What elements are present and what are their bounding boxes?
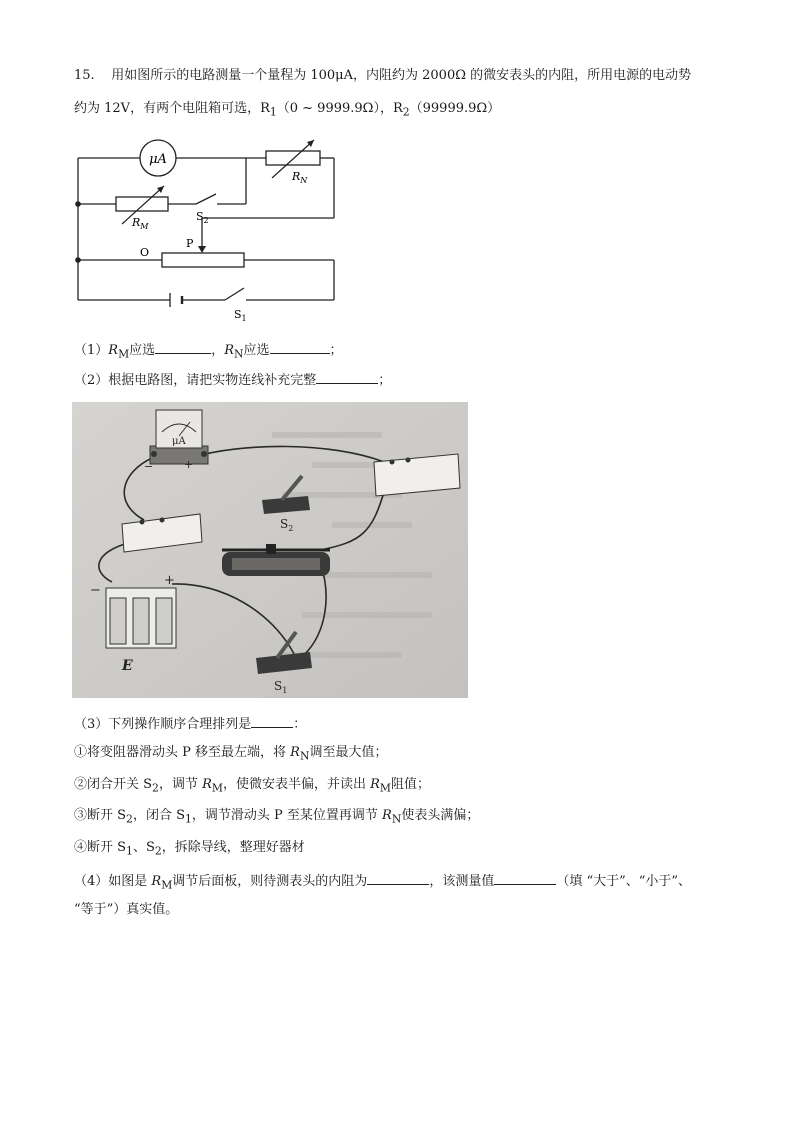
part-1-text-b: 应选 xyxy=(243,343,270,358)
step-1-text-b: 调至最大值； xyxy=(309,745,388,760)
r2-subscript: 2 xyxy=(402,105,410,119)
step-3-text-d: 使表头满偏； xyxy=(401,808,480,823)
part-1-comma: ， xyxy=(211,343,225,358)
part-4-line-1 xyxy=(74,870,691,896)
part-1-rm: R xyxy=(108,343,119,358)
part-2-end: ； xyxy=(378,373,392,388)
part-1-text-a: 应选 xyxy=(129,343,156,358)
part-2-answer-blank[interactable] xyxy=(316,369,378,384)
part-4-text-d: （填 “大于”、“小于”、 xyxy=(556,874,692,889)
step-4-text-b: 、S xyxy=(132,840,155,855)
step-3-s1-sub: 1 xyxy=(184,812,192,826)
photo-battery-label: E xyxy=(122,658,133,674)
step-2-line xyxy=(74,775,430,799)
part-3-text: （3）下列操作顺序合理排列是 xyxy=(74,717,252,732)
step-2-r: R xyxy=(202,777,212,792)
part-2-line xyxy=(74,369,391,391)
step-2-r2-sub: M xyxy=(379,781,391,795)
step-4-s1-sub: 1 xyxy=(126,844,133,858)
step-3-s2-sub: 2 xyxy=(126,812,133,826)
step-2-text-c: ，使微安表半偏，并读出 xyxy=(222,777,371,792)
part-1-rn-sub: N xyxy=(234,347,244,361)
step-3-line xyxy=(74,806,479,830)
step-1-text-a: ①将变阻器滑动头 P 移至最左端，将 xyxy=(74,745,291,760)
step-2-text-d: 阻值； xyxy=(391,777,431,792)
step-4-line xyxy=(74,838,305,862)
photo-meter-plus: + xyxy=(184,458,194,471)
step-2-r2: R xyxy=(370,777,380,792)
photo-battery-minus: − xyxy=(90,583,101,598)
step-4-text-c: ，拆除导线，整理好器材 xyxy=(161,840,305,855)
part-2-text: （2）根据电路图，请把实物连线补充完整 xyxy=(74,373,317,388)
photo-s2-label: $S_2$ xyxy=(280,517,294,533)
part-4-answer-blank-comparison[interactable] xyxy=(494,870,556,885)
photo-resistance-box-right xyxy=(374,454,460,496)
photo-battery-plus: + xyxy=(164,573,175,588)
photo-meter-label: μA xyxy=(172,436,186,447)
s1-label: $S_1$ xyxy=(234,308,247,323)
step-2-text-b: ，调节 xyxy=(158,777,203,792)
apparatus-photo xyxy=(72,402,468,698)
question-stem-line-2 xyxy=(74,99,500,123)
part-1-answer-blank-rn[interactable] xyxy=(270,339,330,354)
step-4-s2-sub: 2 xyxy=(154,844,162,858)
question-number: 15. xyxy=(74,68,95,83)
step-1-r-sub: N xyxy=(299,749,310,763)
s2-label: $S_2$ xyxy=(196,210,209,225)
part-1-line xyxy=(74,339,343,365)
step-3-r: R xyxy=(382,808,392,823)
part-4-text-b: 调节后面板，则待测表头的内阻为 xyxy=(172,874,368,889)
part-1-number: （1） xyxy=(74,343,109,358)
question-stem-text-2e: （99999.9Ω） xyxy=(409,101,501,116)
s2-switch-symbol xyxy=(196,194,216,204)
step-2-text-a: ②闭合开关 S xyxy=(74,777,153,792)
junction-dot-o xyxy=(75,257,81,263)
circuit-diagram xyxy=(70,138,342,324)
rm-resistor-box xyxy=(116,197,168,211)
part-1-end: ； xyxy=(329,343,343,358)
question-stem-text-1: 用如图所示的电路测量一个量程为 100μA，内阻约为 2000Ω 的微安表头的内阻，所用电源的电动势 xyxy=(111,68,692,83)
step-3-text-c: ，调节滑动头 P 至某位置再调节 xyxy=(191,808,383,823)
r1-subscript: 1 xyxy=(269,105,277,119)
photo-rheostat xyxy=(222,544,330,576)
part-4-text-a: （4）如图是 xyxy=(74,874,152,889)
step-3-text-a: ③断开 S xyxy=(74,808,127,823)
photo-meter-minus: − xyxy=(144,460,154,473)
question-stem-text-2c: （0 ~ 9999.9Ω），R xyxy=(276,101,403,116)
question-stem-text-2: 约为 12V，有两个电阻箱可选，R xyxy=(74,101,270,116)
part-4-r: R xyxy=(151,874,162,889)
part-4-line-2 xyxy=(74,900,178,920)
slider-arrow-head xyxy=(198,246,206,253)
apparatus-photo-drawing xyxy=(72,402,468,698)
microammeter-label: μA xyxy=(149,152,167,167)
step-3-r-sub: N xyxy=(391,812,402,826)
part-4-answer-blank-resistance[interactable] xyxy=(367,870,429,885)
step-3-text-b: ，闭合 S xyxy=(132,808,185,823)
part-1-rm-sub: M xyxy=(118,347,130,361)
part-3-answer-blank[interactable] xyxy=(251,713,293,728)
rn-label: $R_N$ xyxy=(292,170,308,185)
part-1-answer-blank-rm[interactable] xyxy=(155,339,211,354)
junction-dot-rm xyxy=(75,201,81,207)
rm-label: $R_M$ xyxy=(132,216,149,231)
part-3-line xyxy=(74,713,306,735)
p-label: P xyxy=(186,237,194,250)
part-4-r-sub: M xyxy=(161,878,173,892)
step-2-r-sub: M xyxy=(211,781,223,795)
question-stem-line-1 xyxy=(74,66,691,86)
photo-s1-label: $S_1$ xyxy=(274,679,288,695)
part-4-text-c: ，该测量值 xyxy=(429,874,495,889)
o-label: O xyxy=(140,246,150,259)
part-4-text-e: “等于”）真实值。 xyxy=(74,902,179,917)
rn-resistor-box xyxy=(266,151,320,165)
step-4-text-a: ④断开 S xyxy=(74,840,127,855)
s1-switch-symbol xyxy=(225,288,244,300)
part-1-rn: R xyxy=(224,343,234,358)
step-2-s-sub: 2 xyxy=(152,781,159,795)
rheostat-symbol xyxy=(162,253,244,267)
step-1-line xyxy=(74,743,387,767)
part-3-end: ： xyxy=(293,717,307,732)
step-1-r: R xyxy=(290,745,300,760)
